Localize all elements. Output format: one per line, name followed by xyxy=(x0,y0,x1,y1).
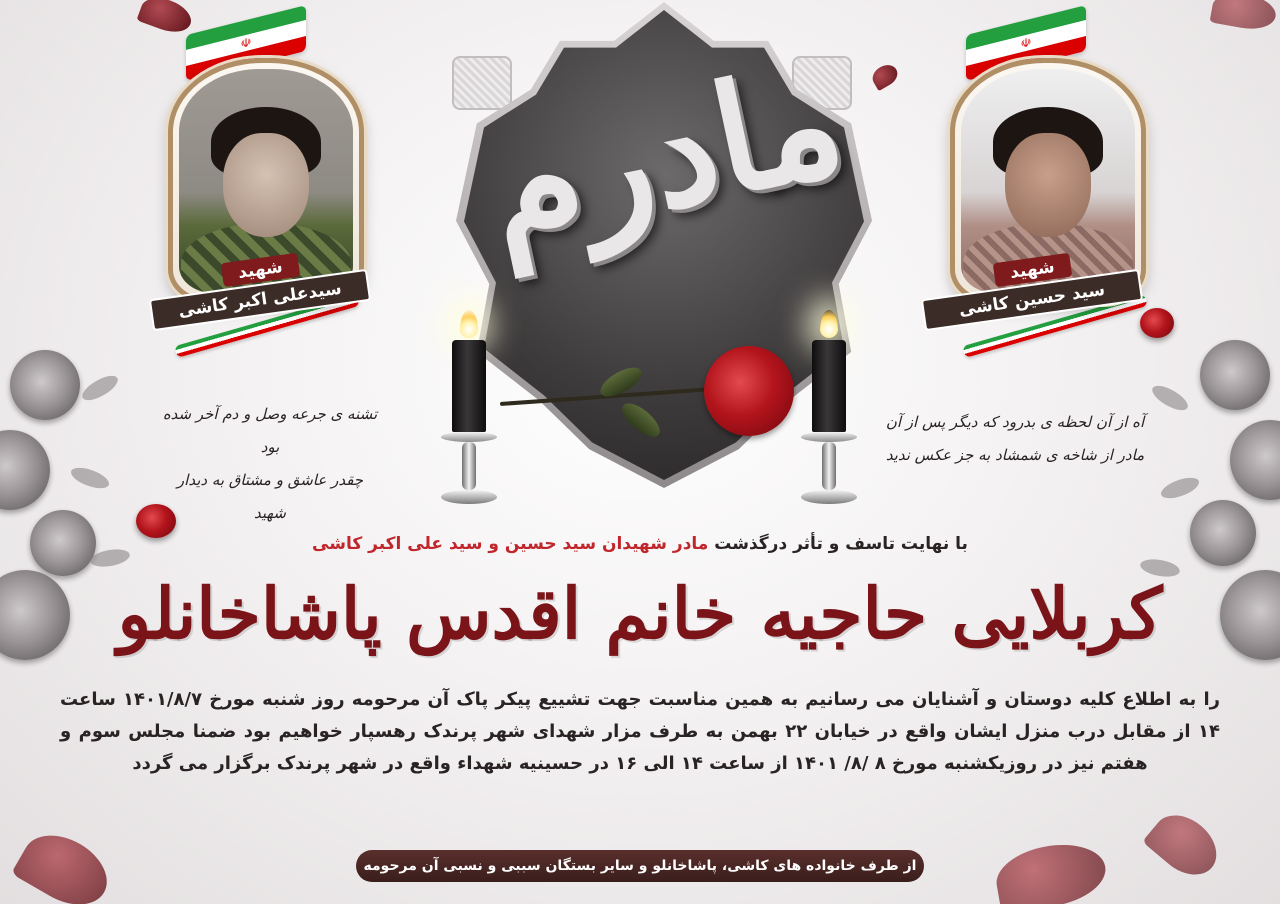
left-martyr-label: شهید xyxy=(220,253,299,287)
rose-petal xyxy=(1210,0,1279,33)
poem-line: مادر از شاخه ی شمشاد به جز عکس ندید xyxy=(885,446,1145,464)
poem-line: آه از آن لحظه ی بدرود که دیگر پس از آن xyxy=(885,413,1145,431)
left-martyr-name: سیدعلی اکبر کاشی xyxy=(149,269,371,331)
right-poem xyxy=(880,406,1150,472)
candle-flame-icon xyxy=(820,310,838,338)
intro-prefix: با نهایت تاسف و تأثر درگذشت xyxy=(708,534,968,554)
red-rose-icon xyxy=(704,346,794,436)
footer-banner: از طرف خانواده های کاشی، پاشاخانلو و سایر بستگان سببی و نسبی آن مرحومه xyxy=(356,850,924,882)
right-candle xyxy=(812,310,846,504)
right-martyr-label: شهید xyxy=(992,253,1071,287)
small-rose-icon xyxy=(1140,308,1174,338)
rose-petal xyxy=(11,822,119,904)
center-title: مادرم xyxy=(470,31,858,279)
right-martyr-name-tag xyxy=(922,256,1142,321)
poem-line: چقدر عاشق و مشتاق به دیدار شهید xyxy=(176,471,364,522)
intro-line xyxy=(0,534,1280,554)
poem-line: تشنه ی جرعه وصل و دم آخر شده بود xyxy=(162,405,378,456)
flag-emblem-icon: ☫ xyxy=(240,34,252,52)
rose-petal xyxy=(992,837,1111,904)
candle-flame-icon xyxy=(460,310,478,338)
rose-petal xyxy=(136,0,195,38)
rose-petal xyxy=(1142,803,1228,886)
left-candle xyxy=(452,310,486,504)
left-poem xyxy=(160,398,380,530)
flag-emblem-icon: ☫ xyxy=(1020,34,1032,52)
left-martyr-name-tag xyxy=(150,256,370,322)
announcement-text: را به اطلاع کلیه دوستان و آشنایان می رسانیم به همین مناسبت جهت تشییع پیکر پاک آن مرحومه روز شنبه مورخ ۱۴۰۱/۸/۷ ساعت ۱۴ از مقابل درب منزل ایشان واقع در خیابان ۲۲ بهمن به طرف مزار شهدای شهر پرندک رهسپار خواهیم بود ضمنا مجلس سوم و هفتم نیز در روزیکشنبه مورخ ۸ /۸/ ۱۴۰۱ از ساعت ۱۴ الی ۱۶ در حسینیه شهداء واقع در شهر پرندک برگزار می گردد xyxy=(60,689,1220,774)
intro-highlight: مادر شهیدان سید حسین و سید علی اکبر کاشی xyxy=(312,534,709,554)
right-martyr-name: سید حسین کاشی xyxy=(921,269,1143,331)
small-rose-icon xyxy=(136,504,176,538)
deceased-name: کربلایی حاجیه خانم اقدس پاشاخانلو xyxy=(117,572,1163,655)
